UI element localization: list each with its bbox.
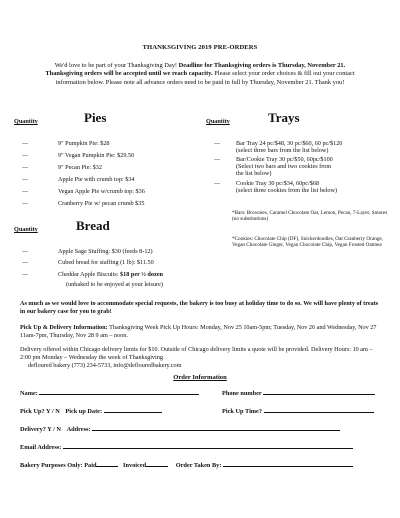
- name-label: Name:: [20, 390, 38, 397]
- pie-qty-5[interactable]: —: [22, 188, 29, 195]
- pie-qty-3[interactable]: —: [22, 164, 29, 171]
- invoiced-label: Invoiced: [123, 462, 147, 469]
- tray-item-2-line1: Bar/Cookie Tray 30 pc/$50, 60pc/$100: [236, 156, 333, 163]
- bread-qty-1[interactable]: —: [22, 248, 29, 255]
- order-taken-label: Order Taken By:: [175, 462, 222, 469]
- pie-item-4: Apple Pie with crumb top: $34: [58, 176, 135, 183]
- pie-qty-1[interactable]: —: [22, 140, 29, 147]
- pie-qty-4[interactable]: —: [22, 176, 29, 183]
- phone-label: Phone number: [222, 390, 262, 397]
- tray-qty-1[interactable]: —: [214, 140, 221, 147]
- pies-heading: Pies: [84, 110, 107, 125]
- pickup-info-text: Thanksgiving Week Pick Up Hours: Monday, Nov 25 10am-5pm; Tuesday, Nov 26 and Wednesday, Nov 27 11am-7pm, Thursday, Nov 28 9 am – noon.: [20, 324, 377, 339]
- pie-item-3: 9" Pecan Pie: $32: [58, 164, 102, 171]
- bread-quantity-label: Quantity: [14, 226, 38, 233]
- pickup-date-label: Pick up Date:: [65, 408, 103, 415]
- intro-line: We'd love to be part of your Thanksgiving Day!: [54, 62, 179, 69]
- bread-item-2: Cubed bread for staffing (1 lb): $11.50: [58, 259, 154, 266]
- pie-item-1: 9" Pumpkin Pie: $28: [58, 140, 110, 147]
- pie-item-6: Cranberry Pie w/ pecan crumb $35: [58, 200, 145, 207]
- delivery-info: Delivery offered within Chicago delivery limits for $10. Outside of Chicago delivery limits a quote will be provided. Delivery Hours: 10 am – 2:00 pm Monday – Wednesday the week of Thanksgiving: [20, 346, 373, 361]
- tray-qty-3[interactable]: —: [214, 180, 221, 187]
- pickup-info-label: Pick Up & Delivery Information:: [20, 324, 108, 331]
- pickup-yn[interactable]: Pick Up? Y / N: [20, 408, 60, 415]
- bread-heading: Bread: [76, 218, 110, 233]
- intro-rest: Please select your order choices & fill out your contact information below. Please note all advance orders need to be paid in full by Thursday, November 21. Thank you!: [55, 70, 355, 86]
- invoiced-field[interactable]: [146, 460, 168, 467]
- intro-paragraph: [44, 62, 356, 87]
- cookies-note: *Cookies: Chocolate Chip (DF), Snickerdoodles, Oat Cranberry Orange, Vegan Chocolate Ginger, Vegan Chocolate Chip, Vegan Frosted Oatmea: [232, 236, 383, 249]
- address-label: Address:: [66, 426, 91, 433]
- bread-qty-3[interactable]: —: [22, 271, 29, 278]
- address-input[interactable]: [92, 424, 340, 431]
- biscuits-label: Cheddar Apple Biscuits:: [58, 271, 121, 278]
- tray-item-1-line2: (select three bars from the list below): [236, 147, 329, 155]
- pickup-time-row: [222, 406, 374, 415]
- bread-item-1: Apple Sage Stuffing: $30 (feeds 8-12): [58, 248, 153, 255]
- special-requests-text: As much as we would love to accommodate special requests, the bakery is too busy at holiday time to do so. We will have plenty of treats in our bakery case for you to grab!: [20, 300, 379, 315]
- tray-item-2-line2: (Select two bars and two cookies from: [236, 163, 332, 171]
- pickup-date-input[interactable]: [104, 406, 162, 413]
- pies-quantity-label: Quantity: [14, 118, 38, 125]
- pie-item-5: Vegan Apple Pie w/crumb top: $36: [58, 188, 145, 195]
- page-title: THANKSGIVING 2019 PRE-ORDERS: [142, 44, 258, 51]
- bakery-purposes-label: Bakery Purposes Only: Paid: [20, 462, 97, 469]
- pickup-row: [20, 406, 162, 415]
- tray-item-2: [236, 156, 333, 178]
- tray-item-3-line1: Cookie Tray 30 pc/$34, 60pc/$68: [236, 180, 320, 187]
- pie-qty-2[interactable]: —: [22, 152, 29, 159]
- email-row: [20, 442, 353, 451]
- order-taken-input[interactable]: [223, 460, 353, 467]
- biscuits-price: $18 per ½ dozen: [120, 271, 163, 278]
- trays-quantity-label: Quantity: [206, 118, 230, 125]
- contact-info: defloured bakery (773) 234-5733, info@deflouredbakery.com: [28, 362, 182, 369]
- name-input[interactable]: [39, 388, 199, 395]
- tray-qty-2[interactable]: —: [214, 156, 221, 163]
- special-requests-note: [20, 300, 380, 315]
- bars-note: *Bars: Brownies, Caramel Chocolate Oat, Lemon, Pecan, 7-Layer, Smores (no substitutions): [232, 210, 388, 223]
- biscuits-note: (unbaked to be enjoyed at your leisure): [66, 281, 163, 288]
- pickup-time-input[interactable]: [264, 406, 374, 413]
- tray-item-1-line1: Bar Tray 24 pc/$48, 30 pc/$60, 60 pc/$120: [236, 140, 343, 147]
- bread-qty-2[interactable]: —: [22, 259, 29, 266]
- tray-item-2-line3: the list below): [236, 170, 272, 178]
- pie-qty-6[interactable]: —: [22, 200, 29, 207]
- phone-input[interactable]: [263, 388, 375, 395]
- order-information-title: Order Information: [173, 374, 227, 381]
- paid-field[interactable]: [96, 460, 118, 467]
- bread-item-3: [58, 271, 163, 278]
- tray-item-3: [236, 180, 337, 194]
- trays-heading: Trays: [268, 110, 300, 125]
- email-label: Email Address:: [20, 444, 62, 451]
- pickup-time-label: Pick Up Time?: [222, 408, 263, 415]
- name-row: [20, 388, 199, 397]
- bakery-purposes-row: [20, 460, 353, 469]
- phone-row: [222, 388, 375, 397]
- delivery-yn[interactable]: Delivery? Y / N: [20, 426, 61, 433]
- deadline-notice: Deadline for Thanksgiving orders is Thursday, November 21. Thanksgiving orders will be accepted until we reach capacity.: [45, 62, 346, 78]
- pickup-info: [20, 324, 382, 339]
- tray-item-3-line2: (select three cookies from the list below): [236, 187, 338, 195]
- pie-item-2: 9" Vegan Pumpkin Pie: $29.50: [58, 152, 135, 159]
- tray-item-1: [236, 140, 342, 154]
- email-input[interactable]: [63, 442, 353, 449]
- delivery-row: [20, 424, 340, 433]
